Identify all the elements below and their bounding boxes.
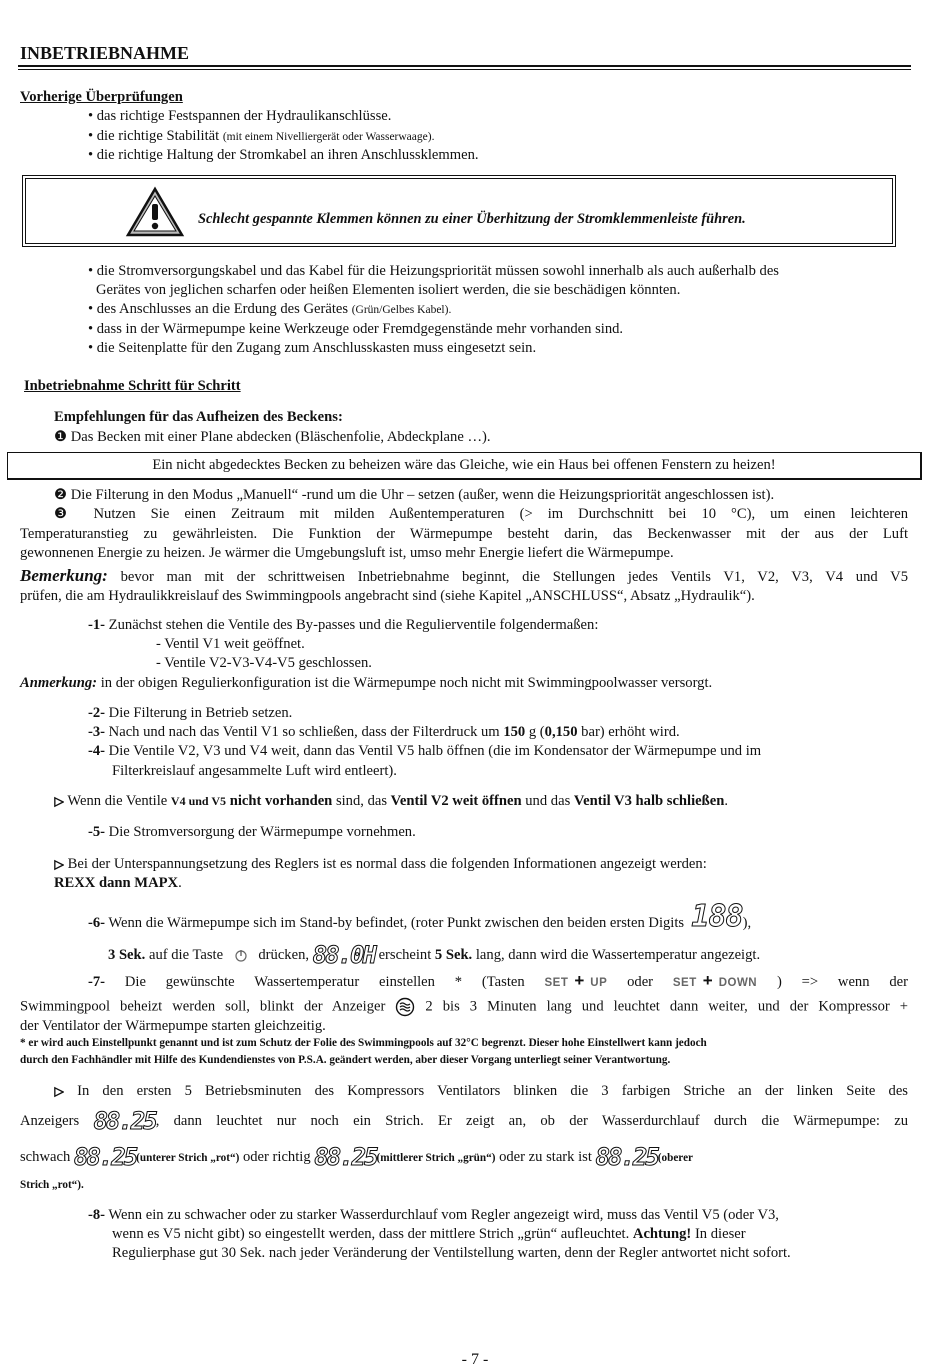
recommendation-3-line1: ❸ Nutzen Sie einen Zeitraum mit milden Außentemperaturen (> im Durchschnitt bei 10 °C), um einen leichteren xyxy=(54,506,908,522)
arrow-note-3-line3: schwach 88.25(unterer Strich „rot“) oder richtig 88.25(mittlerer Strich „grün“) oder zu stark ist 88.25(oberer xyxy=(20,1143,693,1172)
lcd-standby-value: 188 xyxy=(691,898,743,934)
lcd-flow-value: 88.25 xyxy=(93,1107,156,1136)
recommendation-2: ❷ Die Filterung in den Modus „Manuell“ -rund um die Uhr – setzen (außer, wenn die Heizungspriorität angeschlossen ist). xyxy=(54,487,775,503)
recommendation-3-line2: Temperaturanstieg zu gewährleisten. Die Funktion der Wärmepumpe besteht darin, das Beckenwasser mit der aus der Luft xyxy=(20,526,908,542)
arrow-note-2: Bei der Unterspannungsetzung des Reglers ist es normal dass die folgenden Informationen angezeigt werden: xyxy=(54,855,707,874)
arrow-bullet-icon xyxy=(54,859,64,871)
notice-text: Ein nicht abgedecktes Becken zu beheizen wäre das Gleiche, wie ein Haus bei offenen Fenstern zu heizen! xyxy=(152,457,776,473)
title-rule-top xyxy=(18,65,911,67)
key-down: DOWN xyxy=(718,977,758,989)
check-item-3: • die richtige Haltung der Stromkabel an ihren Anschlussklemmen. xyxy=(88,147,479,163)
step-8-line2: wenn es V5 nicht gibt) so eingestellt werden, dass der mittlere Strich „grün“ aufleuchtet. Achtung! In dieser xyxy=(112,1226,746,1242)
remark-line1: Bemerkung: bevor man mit der schrittweisen Inbetriebnahme beginnt, die Stellungen jedes Ventils V1, V2, V3, V4 und V5 xyxy=(20,566,908,585)
step-8-line3: Regulierphase gut 30 Sek. nach jeder Veränderung der Ventilstellung warten, denn der Regler antwortet nicht sofort. xyxy=(112,1245,791,1261)
lcd-flow-ok: 88.25 xyxy=(314,1143,377,1172)
check2-item-1-line1: • die Stromversorgungskabel und das Kabel für die Heizungspriorität müssen sowohl innerhalb als auch außerhalb des xyxy=(88,263,779,279)
check-item-1: • das richtige Festspannen der Hydraulikanschlüsse. xyxy=(88,108,392,124)
page-title: INBETRIEBNAHME xyxy=(20,43,190,63)
step-4-line2: Filterkreislauf angesammelte Luft wird entleert). xyxy=(112,763,397,779)
step-7-line2: Swimmingpool beheizt werden soll, blinkt der Anzeiger 2 bis 3 Minuten lang und leuchtet dann weiter, und der Kompressor + xyxy=(20,997,908,1017)
footnote-line1: * er wird auch Einstellpunkt genannt und ist zum Schutz der Folie des Swimmingpools auf 32°C begrenzt. Dieser hohe Einstellwert kann jedoch xyxy=(20,1037,707,1049)
step-4-line1: -4- Die Ventile V2, V3 und V4 weit, dann das Ventil V5 halb öffnen (die im Kondensator der Wärmepumpe und im xyxy=(88,743,762,759)
step-8-line1: -8- Wenn ein zu schwacher oder zu starker Wasserdurchlauf vom Regler angezeigt wird, muss das Ventil V5 (oder V3, xyxy=(88,1207,779,1223)
step-1-b: - Ventile V2-V3-V4-V5 geschlossen. xyxy=(156,655,372,671)
checks-heading: Vorherige Überprüfungen xyxy=(20,89,183,105)
step-7-line3: der Ventilator der Wärmepumpe starten gleichzeitig. xyxy=(20,1018,326,1034)
title-rule-bottom xyxy=(18,69,911,70)
warning-triangle-icon xyxy=(125,186,185,238)
lcd-standby-display xyxy=(688,898,743,934)
step-2: -2- Die Filterung in Betrieb setzen. xyxy=(88,705,293,721)
arrow-note-3-line1: In den ersten 5 Betriebsminuten des Kompressors Ventilators blinken die 3 farbigen Striche an der linken Seite des xyxy=(54,1082,908,1101)
lcd-flow-low: 88.25 xyxy=(73,1143,137,1172)
recommendations-heading: Empfehlungen für das Aufheizen des Beckens: xyxy=(54,409,343,425)
arrow-note-2-line2: REXX dann MAPX. xyxy=(54,875,182,891)
recommendation-1: ❶ Das Becken mit einer Plane abdecken (Bläschenfolie, Abdeckplane …). xyxy=(54,429,491,445)
step-1: -1- Zunächst stehen die Ventile des By-passes und die Regulierventile folgendermaßen: xyxy=(88,617,599,633)
arrow-note-3-line4: Strich „rot“). xyxy=(20,1179,84,1191)
recommendation-3-line3: gewonnenen Energie zu heizen. Je wärmer die Umgebungsluft ist, umso mehr Energie liefert die Wärmepumpe. xyxy=(20,545,674,561)
remark-line2: prüfen, die am Hydraulikkreislauf des Swimmingpools angebracht sind (siehe Kapitel „ANSCHLUSS“, Absatz „Hydraulik“). xyxy=(20,588,755,604)
key-set: SET xyxy=(544,977,569,989)
check2-item-4: • die Seitenplatte für den Zugang zum Anschlusskasten muss eingesetzt sein. xyxy=(88,340,537,356)
heating-indicator-icon xyxy=(395,997,415,1017)
step-5: -5- Die Stromversorgung der Wärmepumpe vornehmen. xyxy=(88,824,416,840)
footnote-line2: durch den Fachhändler mit Hilfe des Kundendienstes von P.S.A. geändert werden, aber dieser Vorgang unterliegt seiner Verantwortung. xyxy=(20,1054,671,1066)
step-6-line1: -6- Wenn die Wärmepumpe sich im Stand-by befindet, (roter Punkt zwischen den beiden ersten Digits 188), xyxy=(88,898,752,934)
step-6-line2: 3 Sek. auf die Taste drücken, 88.0H erscheint 5 Sek. lang, dann wird die Wassertemperatur angezeigt. xyxy=(108,941,761,970)
power-button-icon xyxy=(227,948,255,964)
warning-box xyxy=(22,175,896,247)
check2-item-2: • des Anschlusses an die Erdung des Gerätes (Grün/Gelbes Kabel). xyxy=(88,301,452,317)
check2-item-3: • dass in der Wärmepumpe keine Werkzeuge oder Fremdgegenstände mehr vorhanden sind. xyxy=(88,321,624,337)
lcd-press-value: 88.0H xyxy=(312,941,375,970)
key-up: UP xyxy=(590,977,608,989)
lcd-flow-high: 88.25 xyxy=(595,1143,658,1172)
step-1-a: - Ventil V1 weit geöffnet. xyxy=(156,636,305,652)
notice-box xyxy=(7,452,922,480)
key-set-2: SET xyxy=(672,977,697,989)
arrow-bullet-icon xyxy=(54,1086,64,1098)
check-item-2: • die richtige Stabilität (mit einem Nivelliergerät oder Wasserwaage). xyxy=(88,128,435,144)
arrow-note-3-line2: Anzeigers 88.25, dann leuchtet nur noch ein Strich. Er zeigt an, ob der Wasserdurchlauf durch die Wärmepumpe: zu xyxy=(20,1107,908,1136)
step-3: -3- Nach und nach das Ventil V1 so schließen, dass der Filterdruck um 150 g (0,150 bar) erhöht wird. xyxy=(88,724,680,740)
arrow-note-1: Wenn die Ventile V4 und V5 nicht vorhanden sind, das Ventil V2 weit öffnen und das Ventil V3 halb schließen. xyxy=(54,792,728,811)
page-number: - 7 - xyxy=(461,1351,489,1368)
check2-item-1-line2: Gerätes von jeglichen scharfen oder heißen Elementen isoliert werden, die sie beschädigen könnten. xyxy=(96,282,681,298)
arrow-bullet-icon xyxy=(54,796,64,808)
step-7-line1: -7- Die gewünschte Wassertemperatur einstellen * (Tasten SET + UP oder SET + DOWN ) => wenn der xyxy=(88,971,908,990)
warning-text: Schlecht gespannte Klemmen können zu einer Überhitzung der Stromklemmenleiste führen. xyxy=(198,211,746,227)
stepbystep-heading: Inbetriebnahme Schritt für Schritt xyxy=(24,378,241,394)
note: Anmerkung: in der obigen Regulierkonfiguration ist die Wärmepumpe noch nicht mit Swimmingpoolwasser versorgt. xyxy=(20,675,713,691)
